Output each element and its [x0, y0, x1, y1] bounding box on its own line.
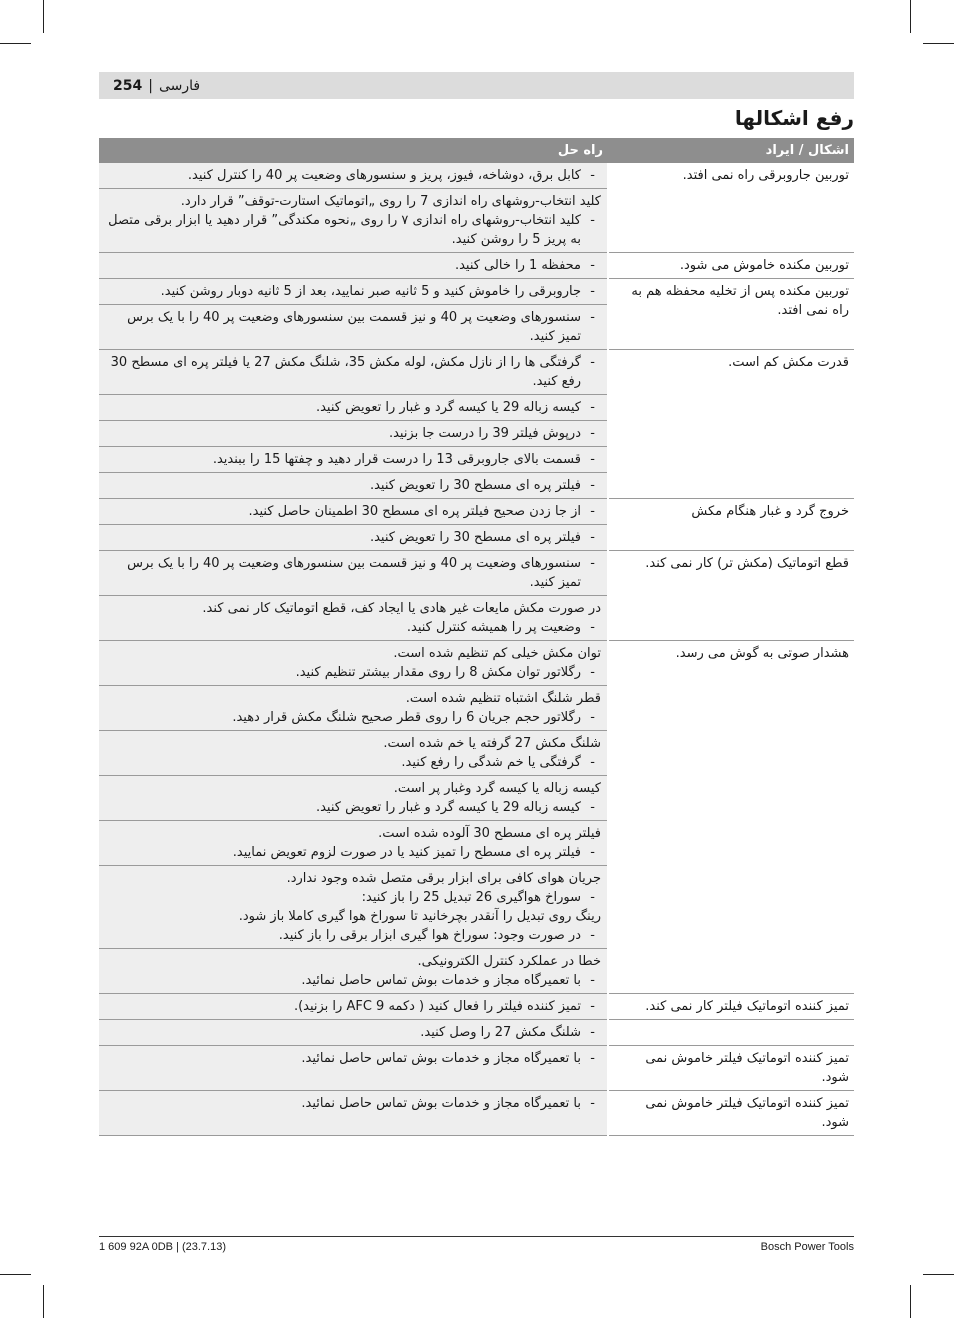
- solution-cell: [99, 525, 608, 551]
- crop-mark: [0, 1274, 31, 1275]
- solution-cell: [99, 421, 608, 447]
- table-row: [99, 499, 854, 525]
- problem-cell: تمیز کننده اتوماتیک فیلتر خاموش نمی شود.: [608, 1091, 854, 1136]
- solution-line: - از جا زدن صحیح فیلتر پره ای مسطح 30 اطمینان حاصل کنید.: [103, 502, 601, 521]
- solution-line: - کیسه زباله 29 یا کیسه گرد و غبار را تعویض کنید.: [103, 398, 601, 417]
- problem-cell: توربین مکنده پس از تخلیه محفظه هم به راه نمی افتد.: [608, 279, 854, 350]
- column-header-solution: راه حل: [99, 138, 608, 163]
- solution-line: - تمیز کننده فیلتر را فعال کنید ( دکمه 9 AFC را بزنید).: [103, 997, 601, 1016]
- solution-line: - درپوش فیلتر 39 را درست جا بزنید.: [103, 424, 601, 443]
- solution-cell: [99, 350, 608, 395]
- solution-line: - شلنگ مکش 27 را وصل کنید.: [103, 1023, 601, 1042]
- solution-cell: [99, 1091, 608, 1136]
- solution-cell: [99, 596, 608, 641]
- solution-cell: [99, 821, 608, 866]
- page-header: [99, 72, 854, 99]
- table-row: [99, 994, 854, 1020]
- solution-cell: [99, 776, 608, 821]
- solution-line: توان مکش خیلی کم تنظیم شده است.: [393, 646, 601, 661]
- problem-cell: قطع اتوماتیک (مکش تر) کار نمی کند.: [608, 551, 854, 641]
- problem-cell: توربین مکنده خاموش می شود.: [608, 253, 854, 279]
- problem-cell: خروج گرد و غبار هنگام مکش: [608, 499, 854, 551]
- solution-line: فیلتر پره ای مسطح 30 آلوده شده است.: [378, 826, 601, 841]
- page-number: 254: [113, 77, 143, 94]
- table-row: [99, 163, 854, 189]
- solution-line: - محفظه 1 را خالی کنید.: [103, 256, 601, 275]
- solution-line: - کلید انتخاب-روشهای راه اندازی ۷ را روی „نحوه مکندگی” قرار دهید یا ابزار برقی متصل به پریز 5 را روشن کنید.: [103, 211, 601, 249]
- problem-cell: قدرت مکش کم است.: [608, 350, 854, 499]
- solution-line: کلید انتخاب-روشهای راه اندازی 7 را روی „اتوماتیک استارت-توقف” قرار دارد.: [180, 194, 601, 209]
- solution-cell: [99, 866, 608, 949]
- solution-line: - فیلتر پره ای مسطح را تمیز کنید یا در صورت لزوم تعویض نمایید.: [103, 843, 601, 862]
- solution-cell: [99, 731, 608, 776]
- solution-cell: [99, 253, 608, 279]
- table-row: [99, 551, 854, 596]
- solution-cell: [99, 551, 608, 596]
- solution-line: جریان هوای کافی برای ابزار برقی متصل شده وجود ندارد.: [286, 871, 601, 886]
- solution-line: - رگلاتور حجم جریان 6 را روی قطر صحیح شلنگ مکش قرار دهید.: [103, 708, 601, 727]
- solution-line: - با تعمیرگاه مجاز و خدمات بوش تماس حاصل نمائید.: [103, 971, 601, 990]
- problem-cell: تمیز کننده اتوماتیک فیلتر کار نمی کند.: [608, 994, 854, 1020]
- solution-cell: [99, 163, 608, 189]
- footer-doc-id: 1 609 92A 0DB | (23.7.13): [99, 1241, 226, 1253]
- solution-line: - در صورت وجود: سوراخ هوا گیری ابزار برقی را باز کنید.: [103, 926, 601, 945]
- header-separator: |: [148, 77, 153, 94]
- table-row: [99, 1046, 854, 1091]
- solution-line: - وضعیت پر را همیشه کنترل کنید.: [103, 618, 601, 637]
- section-title: رفع اشکالها: [734, 106, 854, 130]
- crop-mark: [923, 43, 954, 44]
- solution-line: رینگ روی تبدیل را آنقدر بچرخانید تا سوراخ هوا گیری کاملا باز شود.: [238, 909, 601, 924]
- solution-cell: [99, 1046, 608, 1091]
- solution-line: - کابل برق، دوشاخه، فیوز، پریز و سنسورهای وضعیت پر 40 را کنترل کنید.: [103, 166, 601, 185]
- crop-mark: [0, 43, 31, 44]
- table-row: [99, 1020, 854, 1046]
- solution-line: - با تعمیرگاه مجاز و خدمات بوش تماس حاصل نمائید.: [103, 1049, 601, 1068]
- solution-line: - گرفتگی یا خم شدگی را رفع کنید.: [103, 753, 601, 772]
- problem-cell: تمیز کننده اتوماتیک فیلتر خاموش نمی شود.: [608, 1046, 854, 1091]
- solution-line: - قسمت بالای جاروبرقی 13 را درست قرار دهید و چفتها 15 را ببندید.: [103, 450, 601, 469]
- solution-cell: [99, 686, 608, 731]
- solution-line: در صورت مکش مایعات غیر هادی یا ایجاد کف، قطع اتوماتیک کار نمی کند.: [202, 601, 601, 616]
- footer-rule: [99, 1236, 854, 1237]
- solution-cell: [99, 189, 608, 253]
- crop-mark: [910, 1285, 911, 1318]
- solution-line: - با تعمیرگاه مجاز و خدمات بوش تماس حاصل نمائید.: [103, 1094, 601, 1113]
- footer-brand: Bosch Power Tools: [760, 1241, 854, 1253]
- solution-cell: [99, 1020, 608, 1046]
- solution-cell: [99, 499, 608, 525]
- column-header-problem: اشکال / ایراد: [608, 138, 854, 163]
- troubleshooting-table: [99, 138, 854, 1136]
- solution-line: - سنسورهای وضعیت پر 40 و نیز قسمت بین سنسورهای وضعیت پر 40 را با یک برس تمیز کنید.: [103, 554, 601, 592]
- solution-cell: [99, 395, 608, 421]
- solution-cell: [99, 641, 608, 686]
- table-row: [99, 279, 854, 305]
- crop-mark: [923, 1274, 954, 1275]
- solution-line: قطر شلنگ اشتباه تنظیم شده است.: [405, 691, 601, 706]
- solution-cell: [99, 994, 608, 1020]
- problem-cell: توربین جاروبرقی راه نمی افتد.: [608, 163, 854, 253]
- crop-mark: [43, 0, 44, 33]
- problem-cell: هشدار صوتی به گوش می رسد.: [608, 641, 854, 994]
- solution-cell: [99, 305, 608, 350]
- solution-cell: [99, 949, 608, 994]
- table-row: [99, 641, 854, 686]
- solution-line: - فیلتر پره ای مسطح 30 را تعویض کنید.: [103, 528, 601, 547]
- table-row: [99, 350, 854, 395]
- solution-line: - گرفتگی ها را از نازل مکش، لوله مکش 35، شلنگ مکش 27 یا فیلتر پره ای مسطح 30 رفع کنید.: [103, 353, 601, 391]
- table-row: [99, 1091, 854, 1136]
- problem-cell: [608, 1020, 854, 1046]
- solution-cell: [99, 473, 608, 499]
- table-body: [99, 163, 854, 1136]
- solution-line: - فیلتر پره ای مسطح 30 را تعویض کنید.: [103, 476, 601, 495]
- solution-line: - سنسورهای وضعیت پر 40 و نیز قسمت بین سنسورهای وضعیت پر 40 را با یک برس تمیز کنید.: [103, 308, 601, 346]
- solution-line: خطا در عملکرد کنترل الکترونیکی.: [417, 954, 601, 969]
- page-language: فارسی: [158, 77, 201, 94]
- solution-line: - رگلاتور توان مکش 8 را روی مقدار بیشتر تنظیم کنید.: [103, 663, 601, 682]
- solution-line: - جاروبرقی را خاموش کنید و 5 ثانیه صبر نمایید، بعد از 5 ثانیه دوبار روشن کنید.: [103, 282, 601, 301]
- solution-line: - سوراخ هواگیری 26 تبدیل 25 را باز کنید:: [103, 888, 601, 907]
- solution-cell: [99, 279, 608, 305]
- solution-line: کیسه زباله یا کیسه گرد وغبار پر است.: [393, 781, 601, 796]
- table-row: [99, 253, 854, 279]
- solution-cell: [99, 447, 608, 473]
- solution-line: - کیسه زباله 29 یا کیسه گرد و غبار را تعویض کنید.: [103, 798, 601, 817]
- crop-mark: [910, 0, 911, 33]
- solution-line: شلنگ مکش 27 گرفته یا خم شده است.: [383, 736, 601, 751]
- crop-mark: [43, 1285, 44, 1318]
